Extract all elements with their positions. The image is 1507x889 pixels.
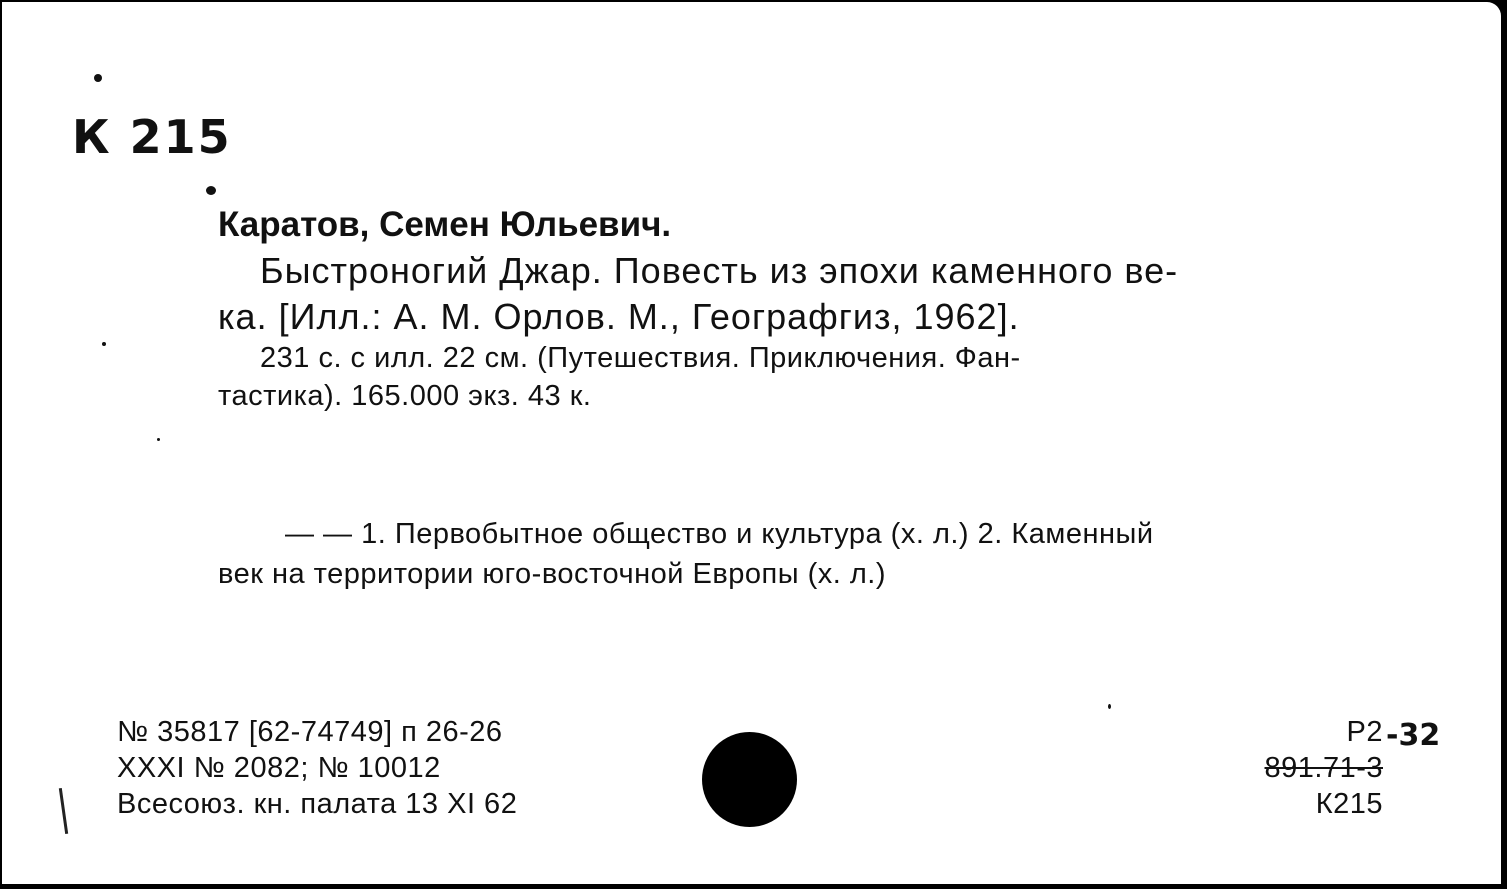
title-line: Быстроногий Джар. Повесть из эпохи каменного ве- bbox=[260, 250, 1179, 291]
call-number: К 215 bbox=[72, 110, 232, 164]
author-sign: К215 bbox=[1315, 788, 1383, 820]
bbk-index: Р2 bbox=[1346, 716, 1383, 748]
ink-speck bbox=[206, 186, 216, 195]
registry-line: XXXI № 2082; № 10012 bbox=[117, 752, 441, 784]
ink-speck bbox=[94, 74, 102, 82]
ink-speck bbox=[157, 438, 160, 441]
ink-speck bbox=[1108, 704, 1111, 709]
author-heading: Каратов, Семен Юльевич. bbox=[218, 205, 672, 244]
subject-headings-line: — — 1. Первобытное общество и культура (х. л.) 2. Каменный bbox=[285, 518, 1154, 550]
pencil-mark bbox=[59, 788, 68, 834]
physical-description-line: 231 с. с илл. 22 см. (Путешествия. Приключения. Фан- bbox=[260, 342, 1021, 374]
record-number-line: № 35817 [62-74749] п 26-26 bbox=[117, 716, 503, 748]
title-line: ка. [Илл.: А. М. Орлов. М., Географгиз, 1962]. bbox=[218, 296, 1020, 337]
handwritten-note: -32 bbox=[1386, 718, 1441, 753]
punch-hole bbox=[702, 732, 797, 827]
catalog-card bbox=[2, 2, 1501, 884]
udc-index: 891.71-3 bbox=[1264, 752, 1383, 784]
physical-description-line: тастика). 165.000 экз. 43 к. bbox=[218, 380, 592, 412]
ink-speck bbox=[102, 342, 106, 346]
chamber-date-line: Всесоюз. кн. палата 13 XI 62 bbox=[117, 788, 518, 820]
subject-headings-line: век на территории юго-восточной Европы (х. л.) bbox=[218, 558, 887, 590]
